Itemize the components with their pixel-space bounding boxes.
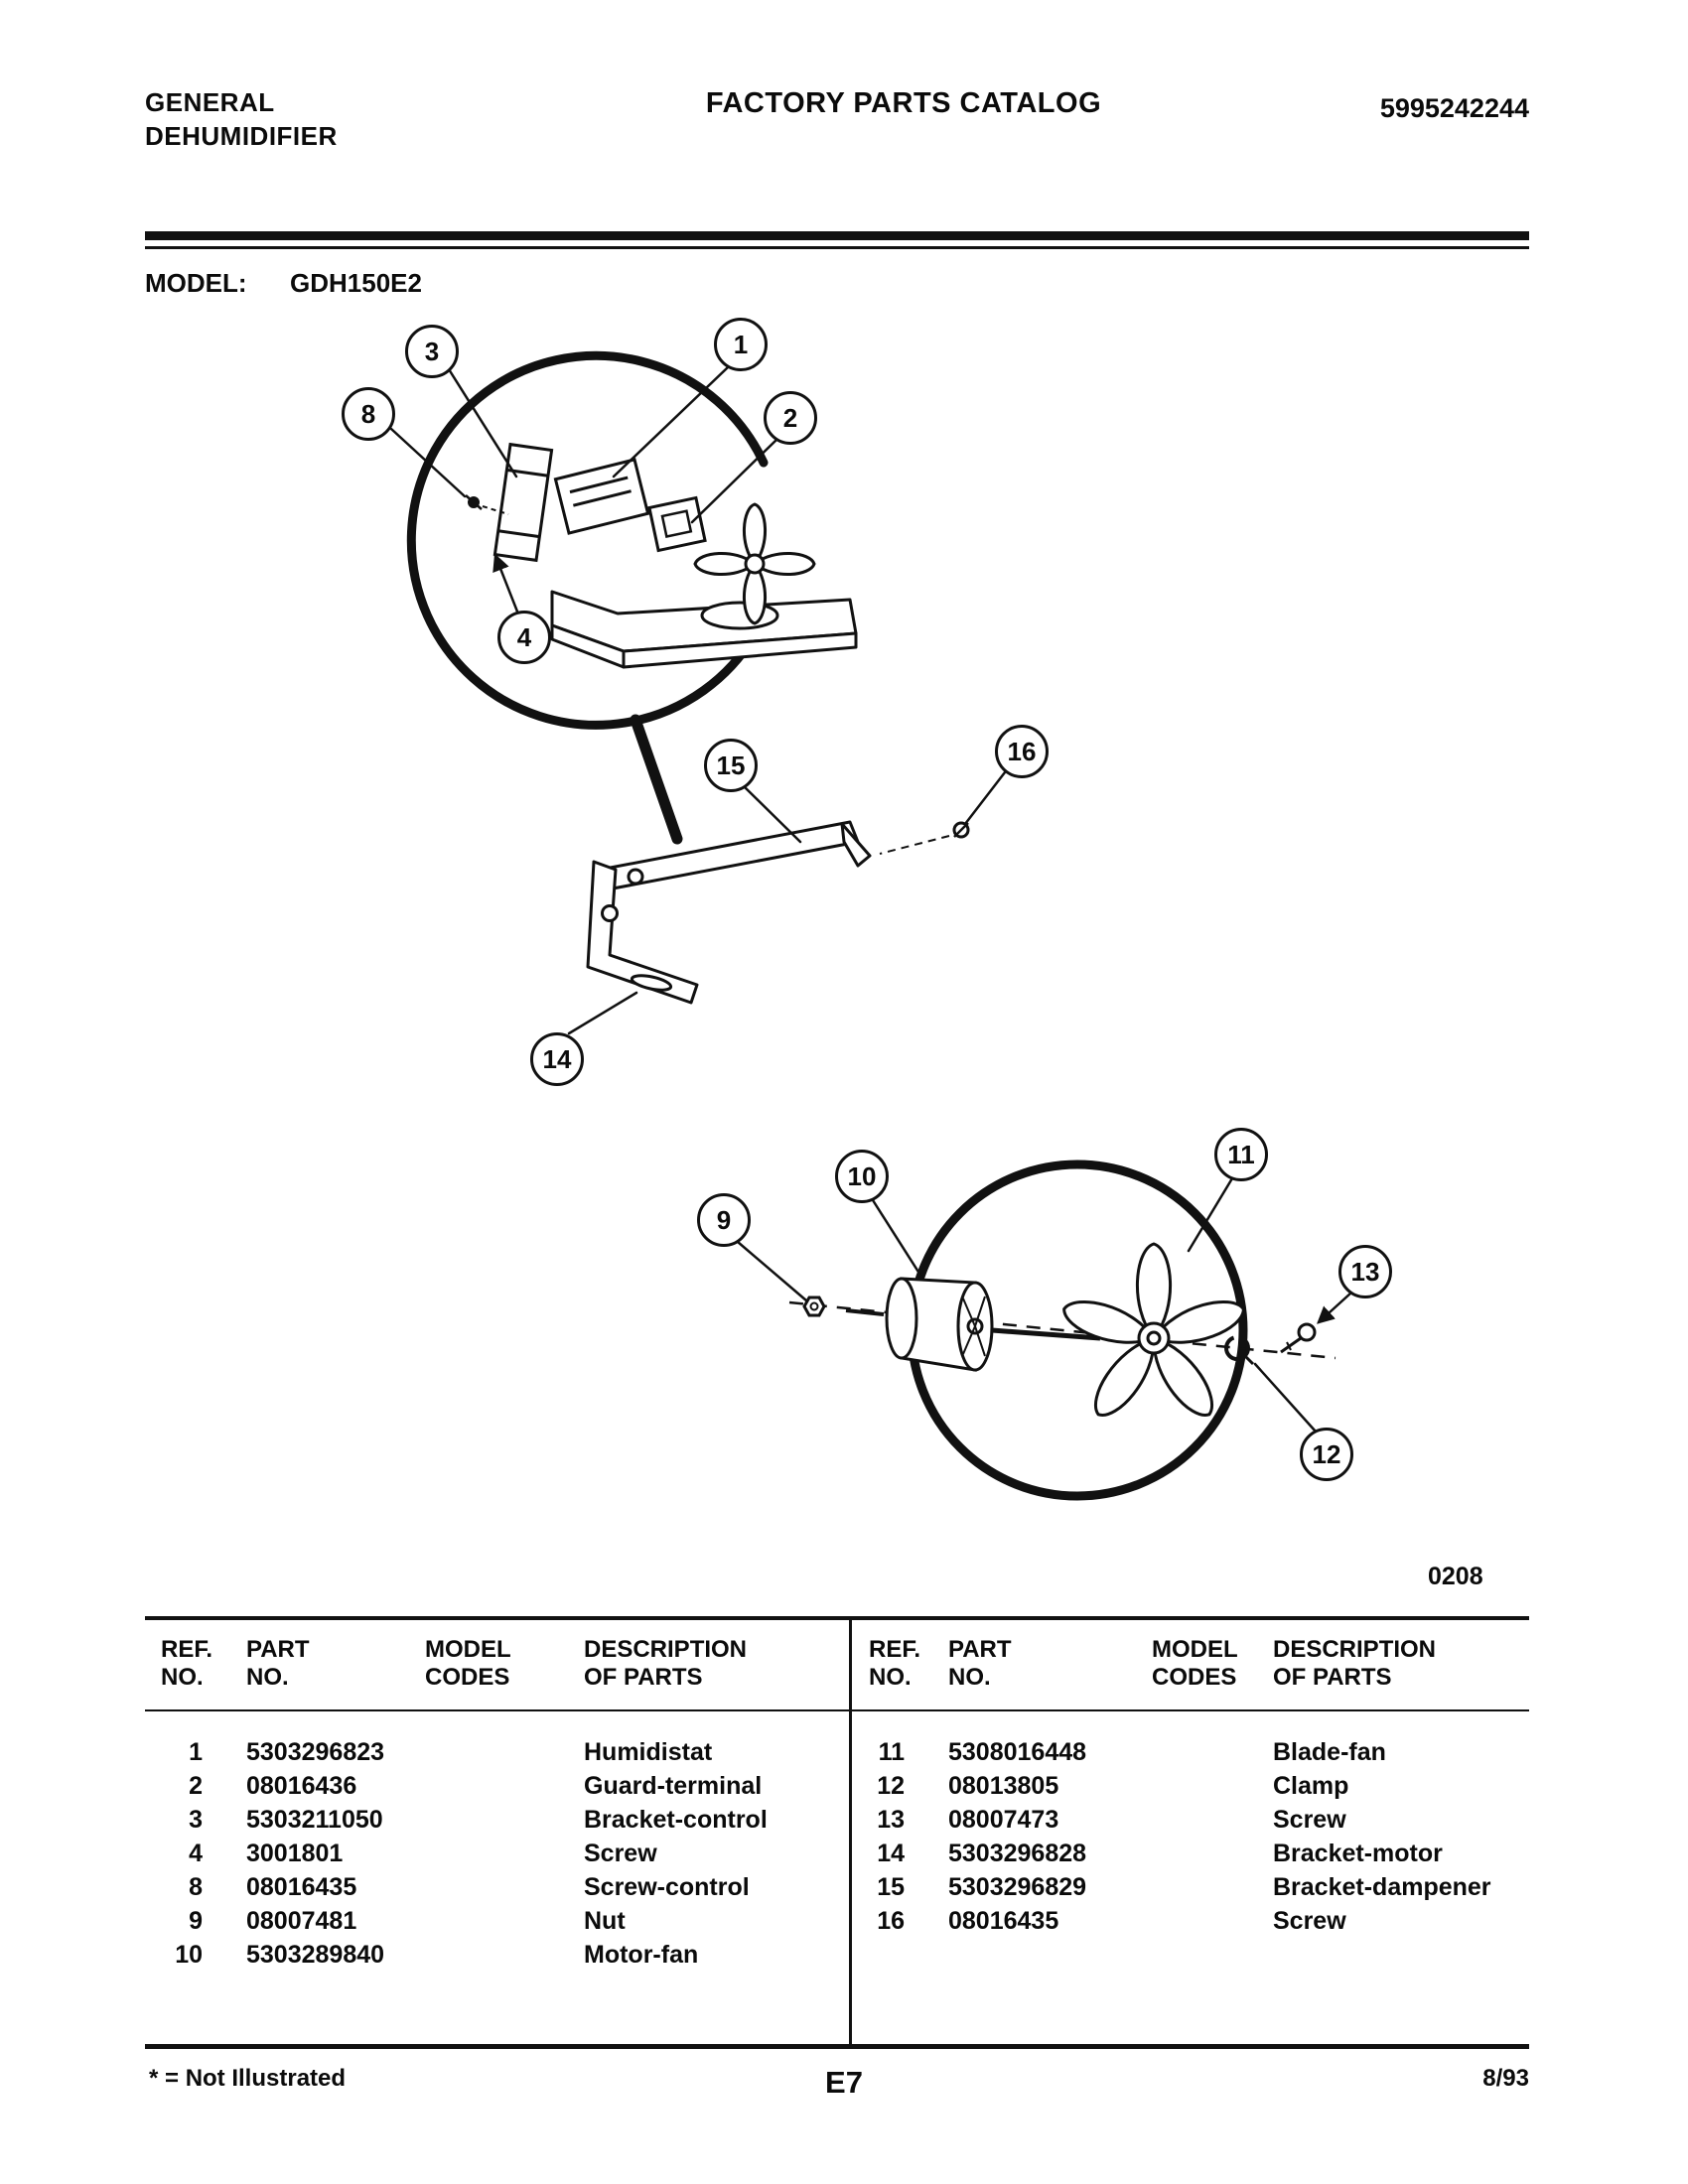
callout-badge bbox=[1338, 1245, 1392, 1298]
detail-pointer bbox=[635, 720, 677, 839]
col-part: PART NO. bbox=[948, 1636, 1012, 1691]
col-codes: MODEL CODES bbox=[1152, 1636, 1238, 1691]
callout-number: 1 bbox=[733, 329, 749, 359]
blade-fan-part bbox=[1059, 1244, 1249, 1425]
axis-centerline bbox=[789, 1302, 1336, 1358]
table-row: 11 5308016448 Blade-fan bbox=[878, 1738, 1386, 1766]
callout-badge bbox=[995, 725, 1049, 778]
callout-number: 12 bbox=[1312, 1438, 1341, 1469]
model-line bbox=[145, 268, 422, 299]
header-rule-thin bbox=[145, 246, 1529, 249]
callout-badge bbox=[530, 1032, 584, 1086]
table-header-rule bbox=[145, 1709, 1529, 1711]
table-row: 2 08016436 Guard-terminal bbox=[189, 1772, 763, 1800]
table-header-right bbox=[849, 1636, 1549, 1692]
callout-number: 9 bbox=[716, 1204, 732, 1235]
callout-badge bbox=[342, 387, 395, 441]
exploded-view-diagram bbox=[0, 298, 1688, 1618]
callout-number: 15 bbox=[716, 750, 746, 780]
col-part: PART NO. bbox=[246, 1636, 310, 1691]
table-top-rule bbox=[145, 1616, 1529, 1620]
bracket-dampener-part bbox=[600, 822, 870, 889]
humidistat-part bbox=[555, 460, 647, 533]
revision-date: 8/93 bbox=[1482, 2065, 1529, 2092]
guard-terminal-part bbox=[649, 497, 705, 550]
callout-badge bbox=[714, 318, 768, 371]
callout-number: 4 bbox=[516, 621, 532, 652]
callout-number: 3 bbox=[424, 336, 440, 366]
col-ref: REF. NO. bbox=[161, 1636, 213, 1691]
table-header-left bbox=[145, 1636, 865, 1692]
callout-number: 13 bbox=[1350, 1256, 1380, 1287]
page-number: E7 bbox=[825, 2065, 863, 2100]
callout-number: 11 bbox=[1227, 1139, 1255, 1169]
model-number: GDH150E2 bbox=[290, 268, 422, 298]
table-row: 4 3001801 Screw bbox=[189, 1840, 657, 1867]
table-row: 12 08013805 Clamp bbox=[877, 1772, 1349, 1800]
bracket-control-part bbox=[494, 445, 551, 561]
brand-line-1: GENERAL bbox=[145, 87, 275, 117]
table-row: 14 5303296828 Bracket-motor bbox=[877, 1840, 1443, 1867]
callout-badge bbox=[697, 1193, 751, 1247]
table-row: 10 5303289840 Motor-fan bbox=[175, 1941, 699, 1969]
callout-badge bbox=[497, 611, 551, 664]
callout-badge bbox=[704, 739, 758, 792]
brand-line-2: DEHUMIDIFIER bbox=[145, 121, 338, 151]
callout-number: 2 bbox=[782, 402, 798, 433]
parts-table-right bbox=[849, 1735, 1529, 1938]
table-row: 8 08016435 Screw-control bbox=[189, 1873, 750, 1901]
table-row: 1 5303296823 Humidistat bbox=[189, 1738, 713, 1766]
col-codes: MODEL CODES bbox=[425, 1636, 511, 1691]
table-row: 3 5303211050 Bracket-control bbox=[189, 1806, 768, 1834]
callout-number: 8 bbox=[360, 398, 376, 429]
table-row: 15 5303296829 Bracket-dampener bbox=[877, 1873, 1491, 1901]
table-bottom-rule bbox=[145, 2044, 1529, 2049]
base-bracket-part bbox=[552, 592, 856, 667]
callout-badge bbox=[405, 325, 459, 378]
screw-part-13 bbox=[1281, 1324, 1315, 1352]
col-desc: DESCRIPTION OF PARTS bbox=[584, 1636, 748, 1691]
header-rule-thick bbox=[145, 231, 1529, 240]
callout-number: 10 bbox=[847, 1160, 877, 1191]
parts-table-left bbox=[145, 1735, 849, 1972]
callout-badge bbox=[1300, 1428, 1353, 1481]
publication-number: 5995242244 bbox=[1379, 93, 1529, 123]
table-row: 16 08016435 Screw bbox=[877, 1907, 1346, 1935]
page-header-brand bbox=[145, 85, 338, 153]
table-row: 13 08007473 Screw bbox=[877, 1806, 1346, 1834]
table-row: 9 08007481 Nut bbox=[189, 1907, 626, 1935]
motor-fan-part bbox=[846, 1279, 1100, 1370]
screw-part-16 bbox=[880, 823, 968, 854]
callout-badge bbox=[764, 391, 817, 445]
callout-number: 16 bbox=[1007, 736, 1037, 766]
callout-badge bbox=[835, 1150, 889, 1203]
page-title: FACTORY PARTS CATALOG bbox=[705, 87, 1102, 119]
col-desc: DESCRIPTION OF PARTS bbox=[1273, 1636, 1437, 1691]
model-label: MODEL: bbox=[145, 268, 247, 298]
col-ref: REF. NO. bbox=[869, 1636, 921, 1691]
not-illustrated-note: * = Not Illustrated bbox=[149, 2065, 347, 2092]
figure-code: 0208 bbox=[1428, 1563, 1483, 1590]
detail-circle-top bbox=[411, 355, 764, 725]
callout-badge bbox=[1214, 1128, 1268, 1181]
callout-number: 14 bbox=[542, 1043, 572, 1074]
